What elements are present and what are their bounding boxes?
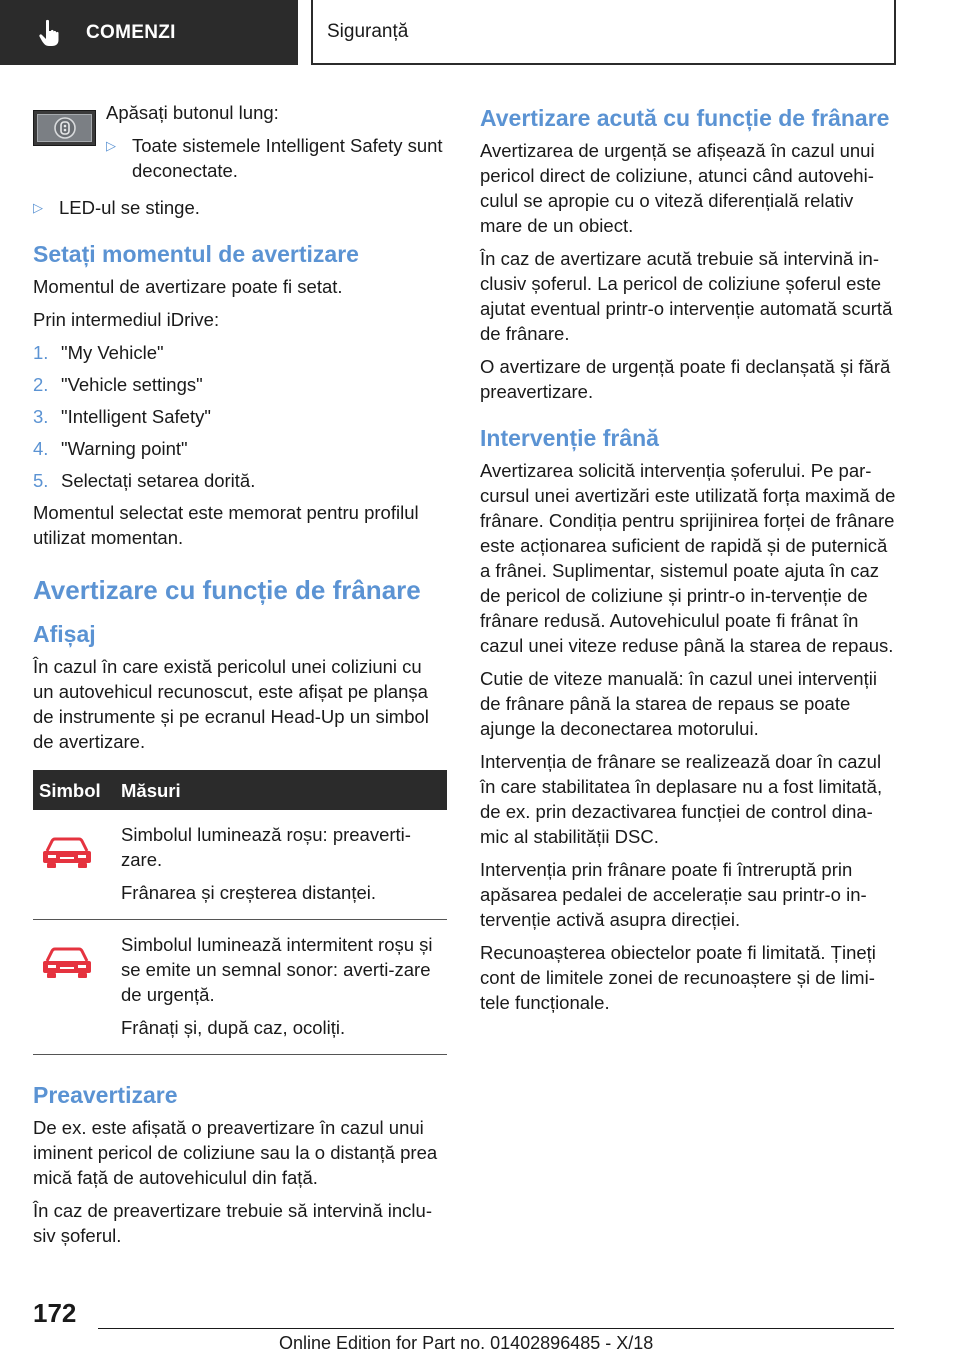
symbol-table [33, 770, 447, 1055]
triangle-bullet-icon: ▷ [33, 200, 43, 215]
paragraph: În cazul în care există pericolul unei coliziuni cu un autovehicul recunoscut, este afișat pe planșa de instrumente și pe ecranul Head-Up un simbol de avertizare. [33, 656, 429, 752]
paragraph: Cutie de viteze manuală: în cazul unei intervenții de frânare până la starea de repaus se poate ajunge la deconectarea motorului. [480, 668, 877, 739]
paragraph: Avertizarea solicită intervenția șoferului. Pe par-cursul unei avertizări este utilizată forța maximă de frânare. Condiția pentru sprijinirea forței de frânare este acționarea suficient de rapidă și de puternică a frânei. Suplimentar, sistemul poate ajuta în caz de pericol de coliziune și printr-o in-tervenție de frânare redusă. Autovehiculul poate fi frânat în cazul unei viteze reduse până la starea de repaus. [480, 460, 896, 656]
paragraph: Prin intermediul iDrive: [33, 309, 220, 330]
right-column [480, 100, 898, 1023]
list-item: 4. "Warning point" [33, 438, 188, 459]
paragraph: Intervenția de frânare se realizează doar în cazul în care stabilitatea în deplasare nu a fost limitată, de ex. prin dezactivarea funcției de control dina-mic al stabilității DSC. [480, 751, 883, 847]
press-button-text: Apăsați butonul lung: [106, 102, 279, 123]
paragraph: Momentul de avertizare poate fi setat. [33, 276, 343, 297]
bullet-text: Toate sistemele Intelligent Safety sunt deconectate. [132, 135, 443, 181]
bullet-item [33, 195, 447, 220]
edition-footer: Online Edition for Part no. 01402896485 - X/18 [279, 1333, 654, 1353]
set-warning-heading: Setați momentul de avertizare [33, 241, 359, 267]
car-warning-icon [41, 836, 93, 870]
brake-intervention-heading: Intervenție frână [480, 425, 659, 451]
left-column [33, 100, 447, 1256]
paragraph: Momentul selectat este memorat pentru profilul utilizat momentan. [33, 502, 419, 548]
bullet-item [106, 133, 447, 183]
section-label: COMENZI [86, 21, 176, 43]
section-tab [0, 0, 298, 65]
brake-warning-heading: Avertizare cu funcție de frânare [33, 575, 421, 605]
display-heading: Afișaj [33, 621, 96, 647]
prewarning-heading: Preavertizare [33, 1082, 178, 1108]
steps-list [33, 340, 447, 493]
chapter-title: Siguranță [327, 20, 409, 42]
list-item: 1. "My Vehicle" [33, 342, 164, 363]
list-item: 3. "Intelligent Safety" [33, 406, 211, 427]
footer-divider [98, 1328, 894, 1329]
list-item: 2. "Vehicle settings" [33, 374, 203, 395]
paragraph: O avertizare de urgență poate fi declanșată și fără preavertizare. [480, 356, 891, 402]
paragraph: În caz de preavertizare trebuie să intervină inclu-siv șoferul. [33, 1200, 432, 1246]
car-warning-icon [41, 946, 93, 980]
hand-pointer-icon [38, 19, 64, 47]
chapter-tab [311, 0, 896, 65]
paragraph: Avertizarea de urgență se afișează în cazul unui pericol direct de coliziune, atunci când autovehi-culul se apropie cu o viteză diferențială relativ mare de un obiect. [480, 140, 875, 236]
bullet-text: LED-ul se stinge. [59, 197, 200, 218]
page-number: 172 [33, 1298, 77, 1328]
acute-warning-heading: Avertizare acută cu funcție de frânare [480, 105, 890, 131]
list-item: 5. Selectați setarea dorită. [33, 470, 256, 491]
table-row: Simbolul luminează intermitent roșu și se emite un semnal sonor: averti-zare de urgență. Frânați și, după caz, ocoliți. [33, 920, 447, 1055]
paragraph: În caz de avertizare acută trebuie să intervină in-clusiv șoferul. La pericol de coliziune șoferul este ajutat eventual printr-o intervenție automată scurtă de frânare. [480, 248, 893, 344]
table-header-measures: Măsuri [121, 770, 447, 810]
table-header-symbol: Simbol [33, 770, 121, 810]
table-row: Simbolul luminează roșu: preaverti-zare. Frânarea și creșterea distanței. [33, 810, 447, 920]
paragraph: De ex. este afișată o preavertizare în cazul unui iminent pericol de coliziune sau la o distanță prea mică față de autovehiculul din față. [33, 1117, 438, 1188]
paragraph: Recunoașterea obiectelor poate fi limitată. Țineți cont de limitele zonei de recunoaștere și de limi-tele funcționale. [480, 942, 876, 1013]
paragraph: Intervenția prin frânare poate fi întreruptă prin apăsarea pedalei de accelerație sau printr-o in-tervenție activă asupra direcției. [480, 859, 867, 930]
triangle-bullet-icon: ▷ [106, 138, 116, 153]
safety-button-icon [53, 116, 77, 140]
safety-button-image [33, 110, 96, 146]
press-button-row [33, 100, 447, 191]
